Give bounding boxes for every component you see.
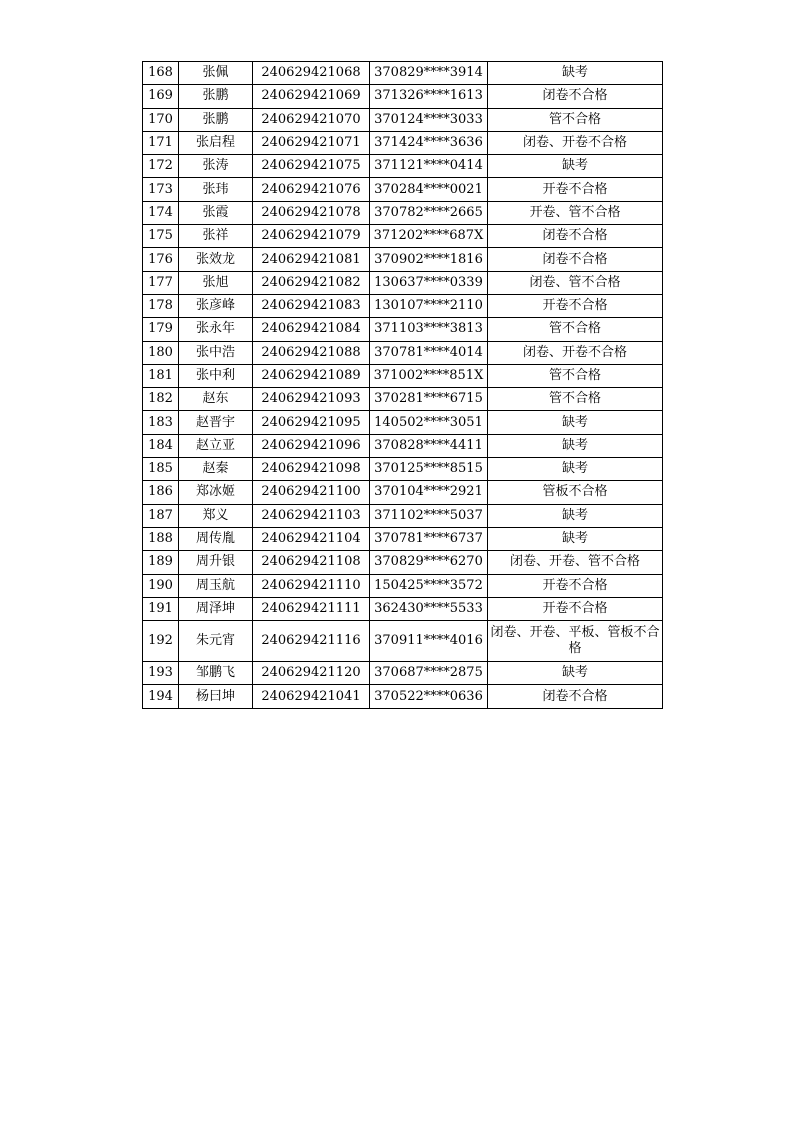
cell-exam-no: 240629421068 [253,62,370,85]
cell-remark: 闭卷不合格 [488,85,663,108]
cell-name: 张永年 [179,318,253,341]
cell-remark: 缺考 [488,504,663,527]
cell-name: 张启程 [179,131,253,154]
cell-seq: 191 [143,597,179,620]
cell-name: 张旭 [179,271,253,294]
table-row [143,504,663,527]
cell-id-no: 371424****3636 [370,131,488,154]
cell-seq: 186 [143,481,179,504]
cell-id-no: 370911****4016 [370,621,488,662]
cell-name: 张效龙 [179,248,253,271]
cell-name: 赵立亚 [179,434,253,457]
cell-remark: 闭卷、开卷不合格 [488,131,663,154]
cell-remark: 缺考 [488,62,663,85]
cell-id-no: 371202****687X [370,225,488,248]
cell-seq: 182 [143,388,179,411]
cell-exam-no: 240629421096 [253,434,370,457]
table-row [143,318,663,341]
cell-exam-no: 240629421076 [253,178,370,201]
cell-seq: 174 [143,201,179,224]
cell-remark: 缺考 [488,662,663,685]
cell-name: 邹鹏飞 [179,662,253,685]
cell-seq: 172 [143,155,179,178]
cell-name: 张玮 [179,178,253,201]
table-row [143,621,663,662]
cell-seq: 180 [143,341,179,364]
results-table-body [143,62,663,709]
cell-id-no: 370522****0636 [370,685,488,708]
cell-name: 张霞 [179,201,253,224]
table-row [143,85,663,108]
cell-remark: 管不合格 [488,108,663,131]
cell-name: 赵秦 [179,458,253,481]
table-row [143,388,663,411]
cell-name: 周玉航 [179,574,253,597]
cell-name: 张涛 [179,155,253,178]
cell-exam-no: 240629421116 [253,621,370,662]
cell-remark: 缺考 [488,155,663,178]
cell-name: 周传胤 [179,527,253,550]
cell-exam-no: 240629421081 [253,248,370,271]
cell-exam-no: 240629421104 [253,527,370,550]
cell-exam-no: 240629421070 [253,108,370,131]
cell-name: 张鹏 [179,108,253,131]
table-row [143,225,663,248]
cell-remark: 缺考 [488,458,663,481]
cell-id-no: 371326****1613 [370,85,488,108]
cell-remark: 开卷不合格 [488,178,663,201]
cell-seq: 190 [143,574,179,597]
cell-name: 张彦峰 [179,294,253,317]
cell-id-no: 130107****2110 [370,294,488,317]
cell-remark: 开卷不合格 [488,294,663,317]
cell-id-no: 370104****2921 [370,481,488,504]
cell-exam-no: 240629421108 [253,551,370,574]
cell-seq: 175 [143,225,179,248]
cell-id-no: 130637****0339 [370,271,488,294]
cell-id-no: 150425****3572 [370,574,488,597]
table-row [143,248,663,271]
cell-remark: 管不合格 [488,364,663,387]
cell-exam-no: 240629421100 [253,481,370,504]
cell-id-no: 370829****3914 [370,62,488,85]
table-row [143,458,663,481]
results-table [142,61,663,709]
cell-remark: 缺考 [488,411,663,434]
cell-name: 张中利 [179,364,253,387]
cell-name: 张中浩 [179,341,253,364]
cell-exam-no: 240629421093 [253,388,370,411]
cell-exam-no: 240629421110 [253,574,370,597]
cell-name: 周泽坤 [179,597,253,620]
cell-seq: 193 [143,662,179,685]
cell-exam-no: 240629421089 [253,364,370,387]
cell-remark: 闭卷、开卷、管不合格 [488,551,663,574]
cell-seq: 173 [143,178,179,201]
cell-exam-no: 240629421078 [253,201,370,224]
cell-exam-no: 240629421069 [253,85,370,108]
table-row [143,481,663,504]
cell-id-no: 370829****6270 [370,551,488,574]
cell-id-no: 371121****0414 [370,155,488,178]
cell-id-no: 371002****851X [370,364,488,387]
cell-name: 郑冰姬 [179,481,253,504]
cell-id-no: 140502****3051 [370,411,488,434]
table-row [143,685,663,708]
cell-remark: 闭卷、管不合格 [488,271,663,294]
cell-name: 赵东 [179,388,253,411]
cell-exam-no: 240629421084 [253,318,370,341]
table-row [143,341,663,364]
table-row [143,178,663,201]
cell-id-no: 370284****0021 [370,178,488,201]
cell-id-no: 371103****3813 [370,318,488,341]
cell-name: 朱元宵 [179,621,253,662]
cell-name: 杨曰坤 [179,685,253,708]
cell-seq: 171 [143,131,179,154]
cell-exam-no: 240629421095 [253,411,370,434]
cell-seq: 168 [143,62,179,85]
cell-remark: 开卷不合格 [488,574,663,597]
cell-name: 赵晋宇 [179,411,253,434]
cell-id-no: 370782****2665 [370,201,488,224]
table-row [143,201,663,224]
cell-exam-no: 240629421083 [253,294,370,317]
cell-exam-no: 240629421098 [253,458,370,481]
table-row [143,411,663,434]
cell-exam-no: 240629421111 [253,597,370,620]
cell-id-no: 371102****5037 [370,504,488,527]
cell-name: 郑义 [179,504,253,527]
cell-seq: 187 [143,504,179,527]
cell-remark: 闭卷不合格 [488,225,663,248]
cell-exam-no: 240629421082 [253,271,370,294]
cell-seq: 183 [143,411,179,434]
cell-id-no: 370687****2875 [370,662,488,685]
cell-id-no: 370781****4014 [370,341,488,364]
cell-seq: 179 [143,318,179,341]
cell-seq: 189 [143,551,179,574]
cell-remark: 闭卷、开卷、平板、管板不合格 [488,621,663,662]
table-row [143,597,663,620]
cell-seq: 177 [143,271,179,294]
table-row [143,155,663,178]
table-row [143,62,663,85]
table-row [143,551,663,574]
cell-seq: 181 [143,364,179,387]
table-row [143,662,663,685]
cell-exam-no: 240629421071 [253,131,370,154]
cell-remark: 闭卷、开卷不合格 [488,341,663,364]
cell-remark: 闭卷不合格 [488,685,663,708]
cell-name: 张佩 [179,62,253,85]
cell-remark: 管板不合格 [488,481,663,504]
cell-id-no: 370124****3033 [370,108,488,131]
cell-seq: 178 [143,294,179,317]
cell-name: 周升银 [179,551,253,574]
cell-seq: 169 [143,85,179,108]
cell-name: 张鹏 [179,85,253,108]
cell-id-no: 370828****4411 [370,434,488,457]
table-row [143,574,663,597]
cell-remark: 开卷、管不合格 [488,201,663,224]
cell-id-no: 370781****6737 [370,527,488,550]
cell-seq: 185 [143,458,179,481]
table-row [143,364,663,387]
table-row [143,271,663,294]
table-row [143,294,663,317]
cell-seq: 194 [143,685,179,708]
cell-remark: 开卷不合格 [488,597,663,620]
cell-name: 张祥 [179,225,253,248]
cell-remark: 闭卷不合格 [488,248,663,271]
table-row [143,434,663,457]
cell-remark: 管不合格 [488,318,663,341]
cell-seq: 176 [143,248,179,271]
cell-exam-no: 240629421079 [253,225,370,248]
table-row [143,527,663,550]
cell-id-no: 370281****6715 [370,388,488,411]
table-row [143,108,663,131]
table-row [143,131,663,154]
cell-id-no: 370902****1816 [370,248,488,271]
cell-exam-no: 240629421075 [253,155,370,178]
cell-remark: 管不合格 [488,388,663,411]
cell-exam-no: 240629421120 [253,662,370,685]
cell-remark: 缺考 [488,434,663,457]
cell-seq: 184 [143,434,179,457]
cell-exam-no: 240629421103 [253,504,370,527]
cell-seq: 192 [143,621,179,662]
cell-exam-no: 240629421088 [253,341,370,364]
cell-remark: 缺考 [488,527,663,550]
cell-id-no: 370125****8515 [370,458,488,481]
cell-seq: 188 [143,527,179,550]
cell-seq: 170 [143,108,179,131]
cell-id-no: 362430****5533 [370,597,488,620]
cell-exam-no: 240629421041 [253,685,370,708]
